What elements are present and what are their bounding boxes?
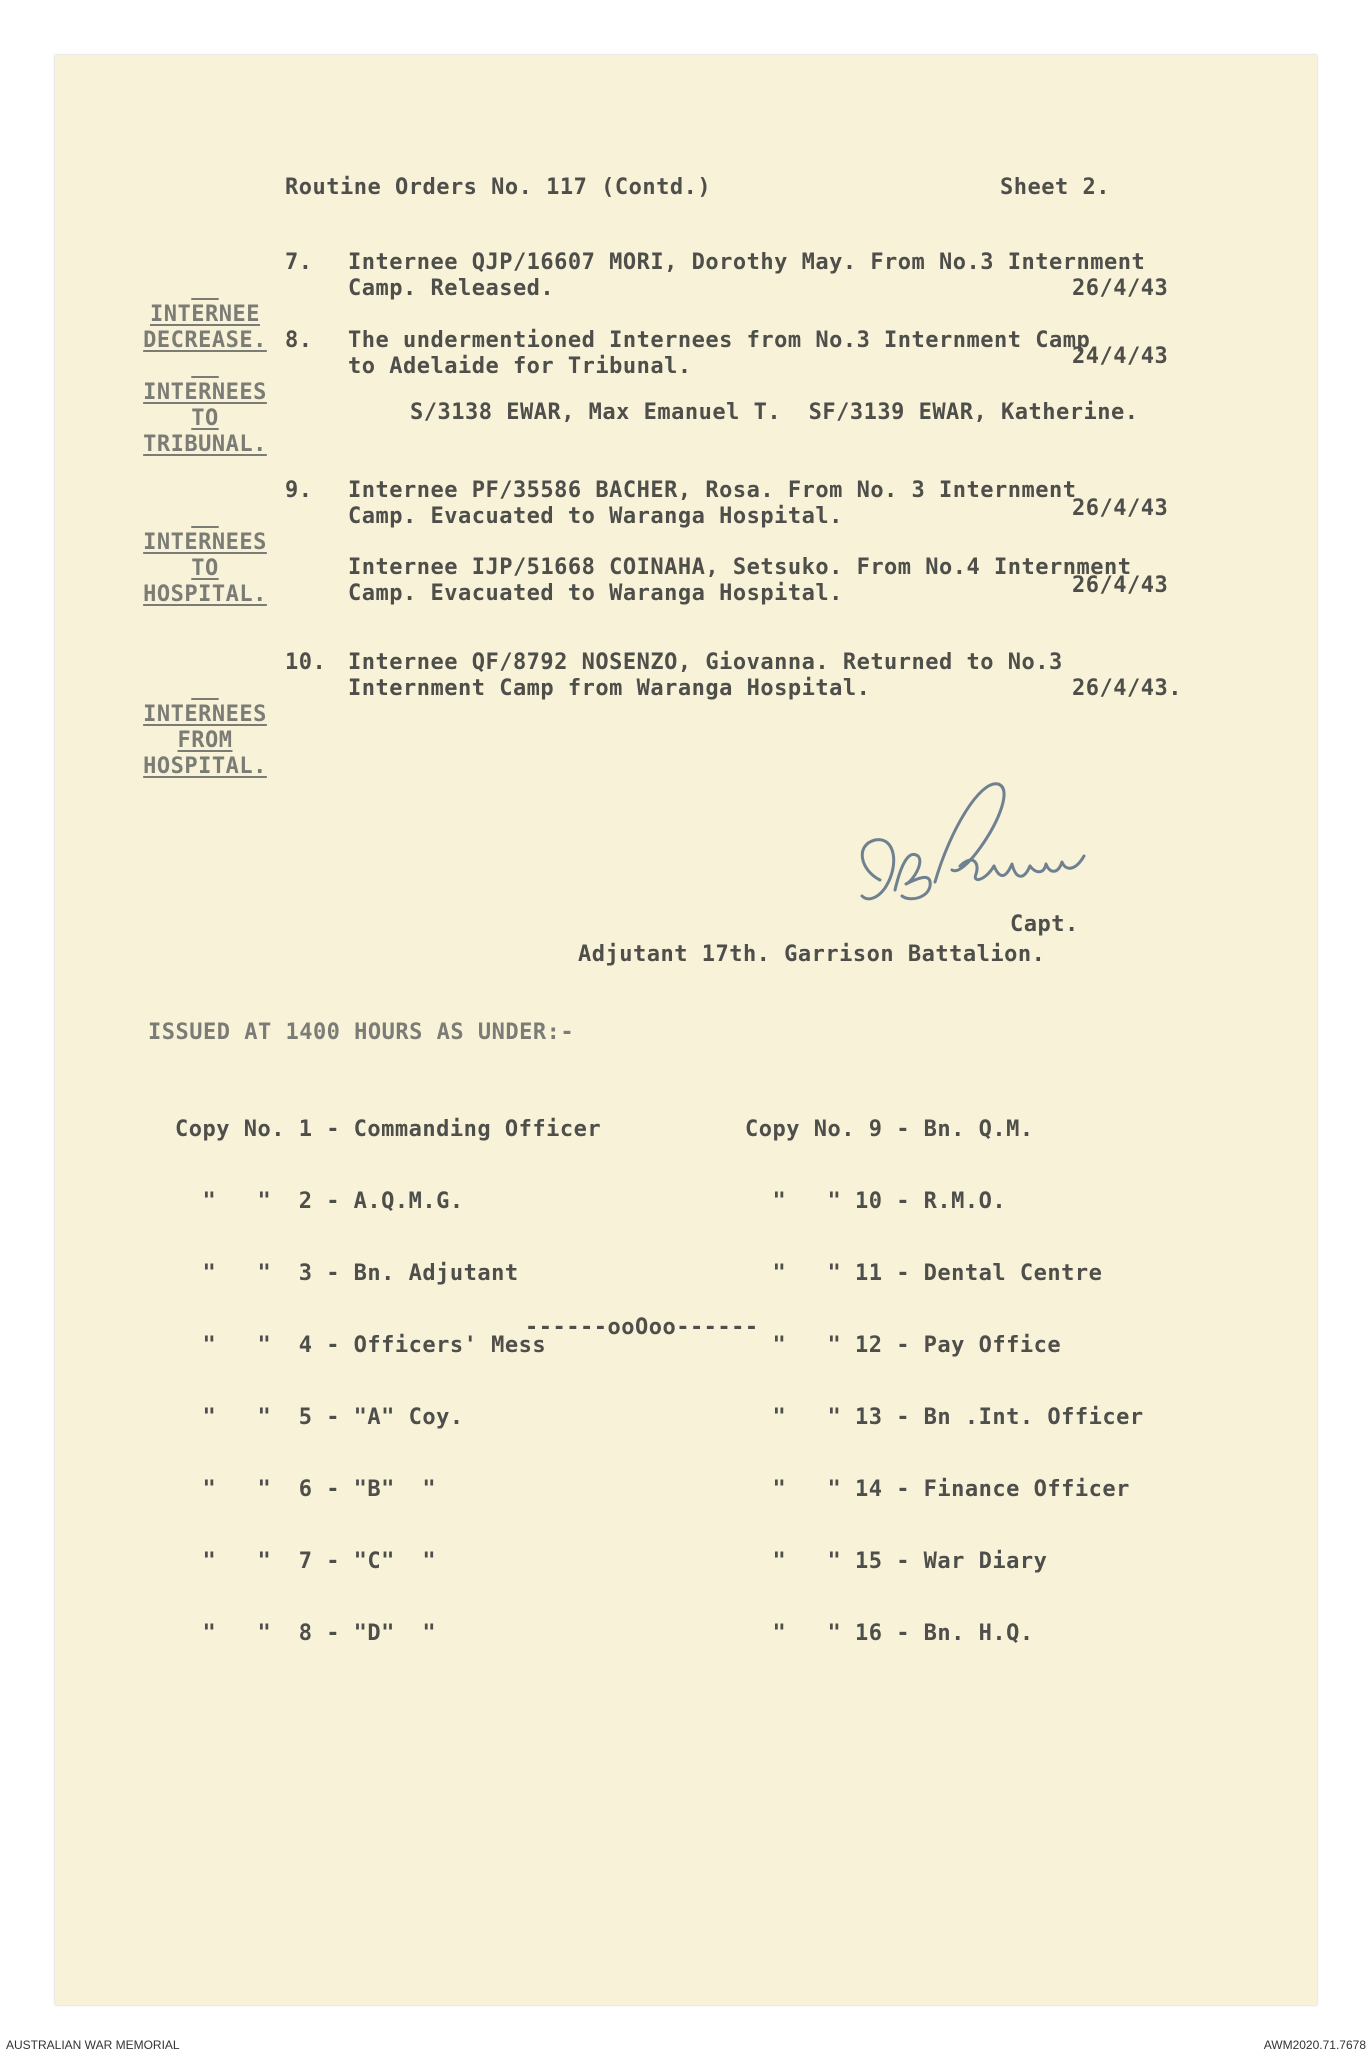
item-9b-line-2: Camp. Evacuated to Waranga Hospital. <box>348 581 843 606</box>
item-9-date: 26/4/43 <box>1072 496 1169 521</box>
item-7-date: 26/4/43 <box>1072 276 1169 301</box>
distribution-list-right <box>745 1070 1144 1670</box>
end-mark: ------ooOoo------ <box>525 1315 759 1340</box>
footer-accession-number: AWM2020.71.7678 <box>1263 2038 1366 2052</box>
list-item: " " 14 - Finance Officer <box>745 1477 1130 1502</box>
item-9b-date: 26/4/43 <box>1072 573 1169 598</box>
list-item: " " 11 - Dental Centre <box>745 1261 1103 1286</box>
item-number-8: 8. <box>285 328 313 353</box>
item-number-10: 10. <box>285 650 327 675</box>
item-7-line-2: Camp. Released. <box>348 276 555 301</box>
list-item: Copy No. 1 - Commanding Officer <box>175 1117 602 1142</box>
list-item: " " 7 - "C" " <box>175 1549 437 1574</box>
item-10-line-1: Internee QF/8792 NOSENZO, Giovanna. Returned to No.3 <box>348 650 1063 675</box>
item-8-line-2: to Adelaide for Tribunal. <box>348 354 692 379</box>
list-item: " " 8 - "D" " <box>175 1621 437 1646</box>
handwritten-signature <box>840 770 1120 930</box>
list-item: Copy No. 9 - Bn. Q.M. <box>745 1117 1034 1142</box>
list-item: " " 10 - R.M.O. <box>745 1189 1007 1214</box>
signatory-title: Adjutant 17th. Garrison Battalion. <box>578 942 1046 967</box>
margin-heading-item-9: INTERNEES TO HOSPITAL. <box>143 530 267 607</box>
list-item: " " 3 - Bn. Adjutant <box>175 1261 519 1286</box>
list-item: " " 2 - A.Q.M.G. <box>175 1189 464 1214</box>
distribution-heading: ISSUED AT 1400 HOURS AS UNDER:- <box>148 1020 575 1045</box>
list-item: " " 12 - Pay Office <box>745 1333 1062 1358</box>
list-item: " " 16 - Bn. H.Q. <box>745 1621 1034 1646</box>
distribution-list-left <box>175 1070 601 1670</box>
margin-heading-item-7: INTERNEE DECREASE. <box>143 302 267 353</box>
item-10-line-2: Internment Camp from Waranga Hospital. <box>348 676 871 701</box>
item-8-date: 24/4/43 <box>1072 344 1169 369</box>
list-item: " " 6 - "B" " <box>175 1477 437 1502</box>
list-item: " " 5 - "A" Coy. <box>175 1405 464 1430</box>
item-8-names: S/3138 EWAR, Max Emanuel T. SF/3139 EWAR, Katherine. <box>410 400 1139 425</box>
footer-institution: AUSTRALIAN WAR MEMORIAL <box>6 2038 180 2052</box>
list-item: " " 13 - Bn .Int. Officer <box>745 1405 1144 1430</box>
item-7-line-1: Internee QJP/16607 MORI, Dorothy May. From No.3 Internment <box>348 250 1146 275</box>
item-10-date: 26/4/43. <box>1072 676 1182 701</box>
list-item: " " 4 - Officers' Mess <box>175 1333 547 1358</box>
signatory-rank: Capt. <box>1010 912 1079 937</box>
sheet-number: Sheet 2. <box>1000 175 1110 200</box>
margin-heading-item-10: INTERNEES FROM HOSPITAL. <box>143 702 267 779</box>
margin-heading-item-8: INTERNEES TO TRIBUNAL. <box>143 380 267 457</box>
item-9-line-1: Internee PF/35586 BACHER, Rosa. From No. 3 Internment <box>348 478 1077 503</box>
item-number-9: 9. <box>285 478 313 503</box>
item-8-line-1: The undermentioned Internees from No.3 Internment Camp <box>348 328 1091 353</box>
list-item: " " 15 - War Diary <box>745 1549 1048 1574</box>
item-9b-line-1: Internee IJP/51668 COINAHA, Setsuko. From No.4 Internment <box>348 555 1132 580</box>
item-number-7: 7. <box>285 250 313 275</box>
item-9-line-2: Camp. Evacuated to Waranga Hospital. <box>348 504 843 529</box>
document-title: Routine Orders No. 117 (Contd.) <box>285 175 712 200</box>
